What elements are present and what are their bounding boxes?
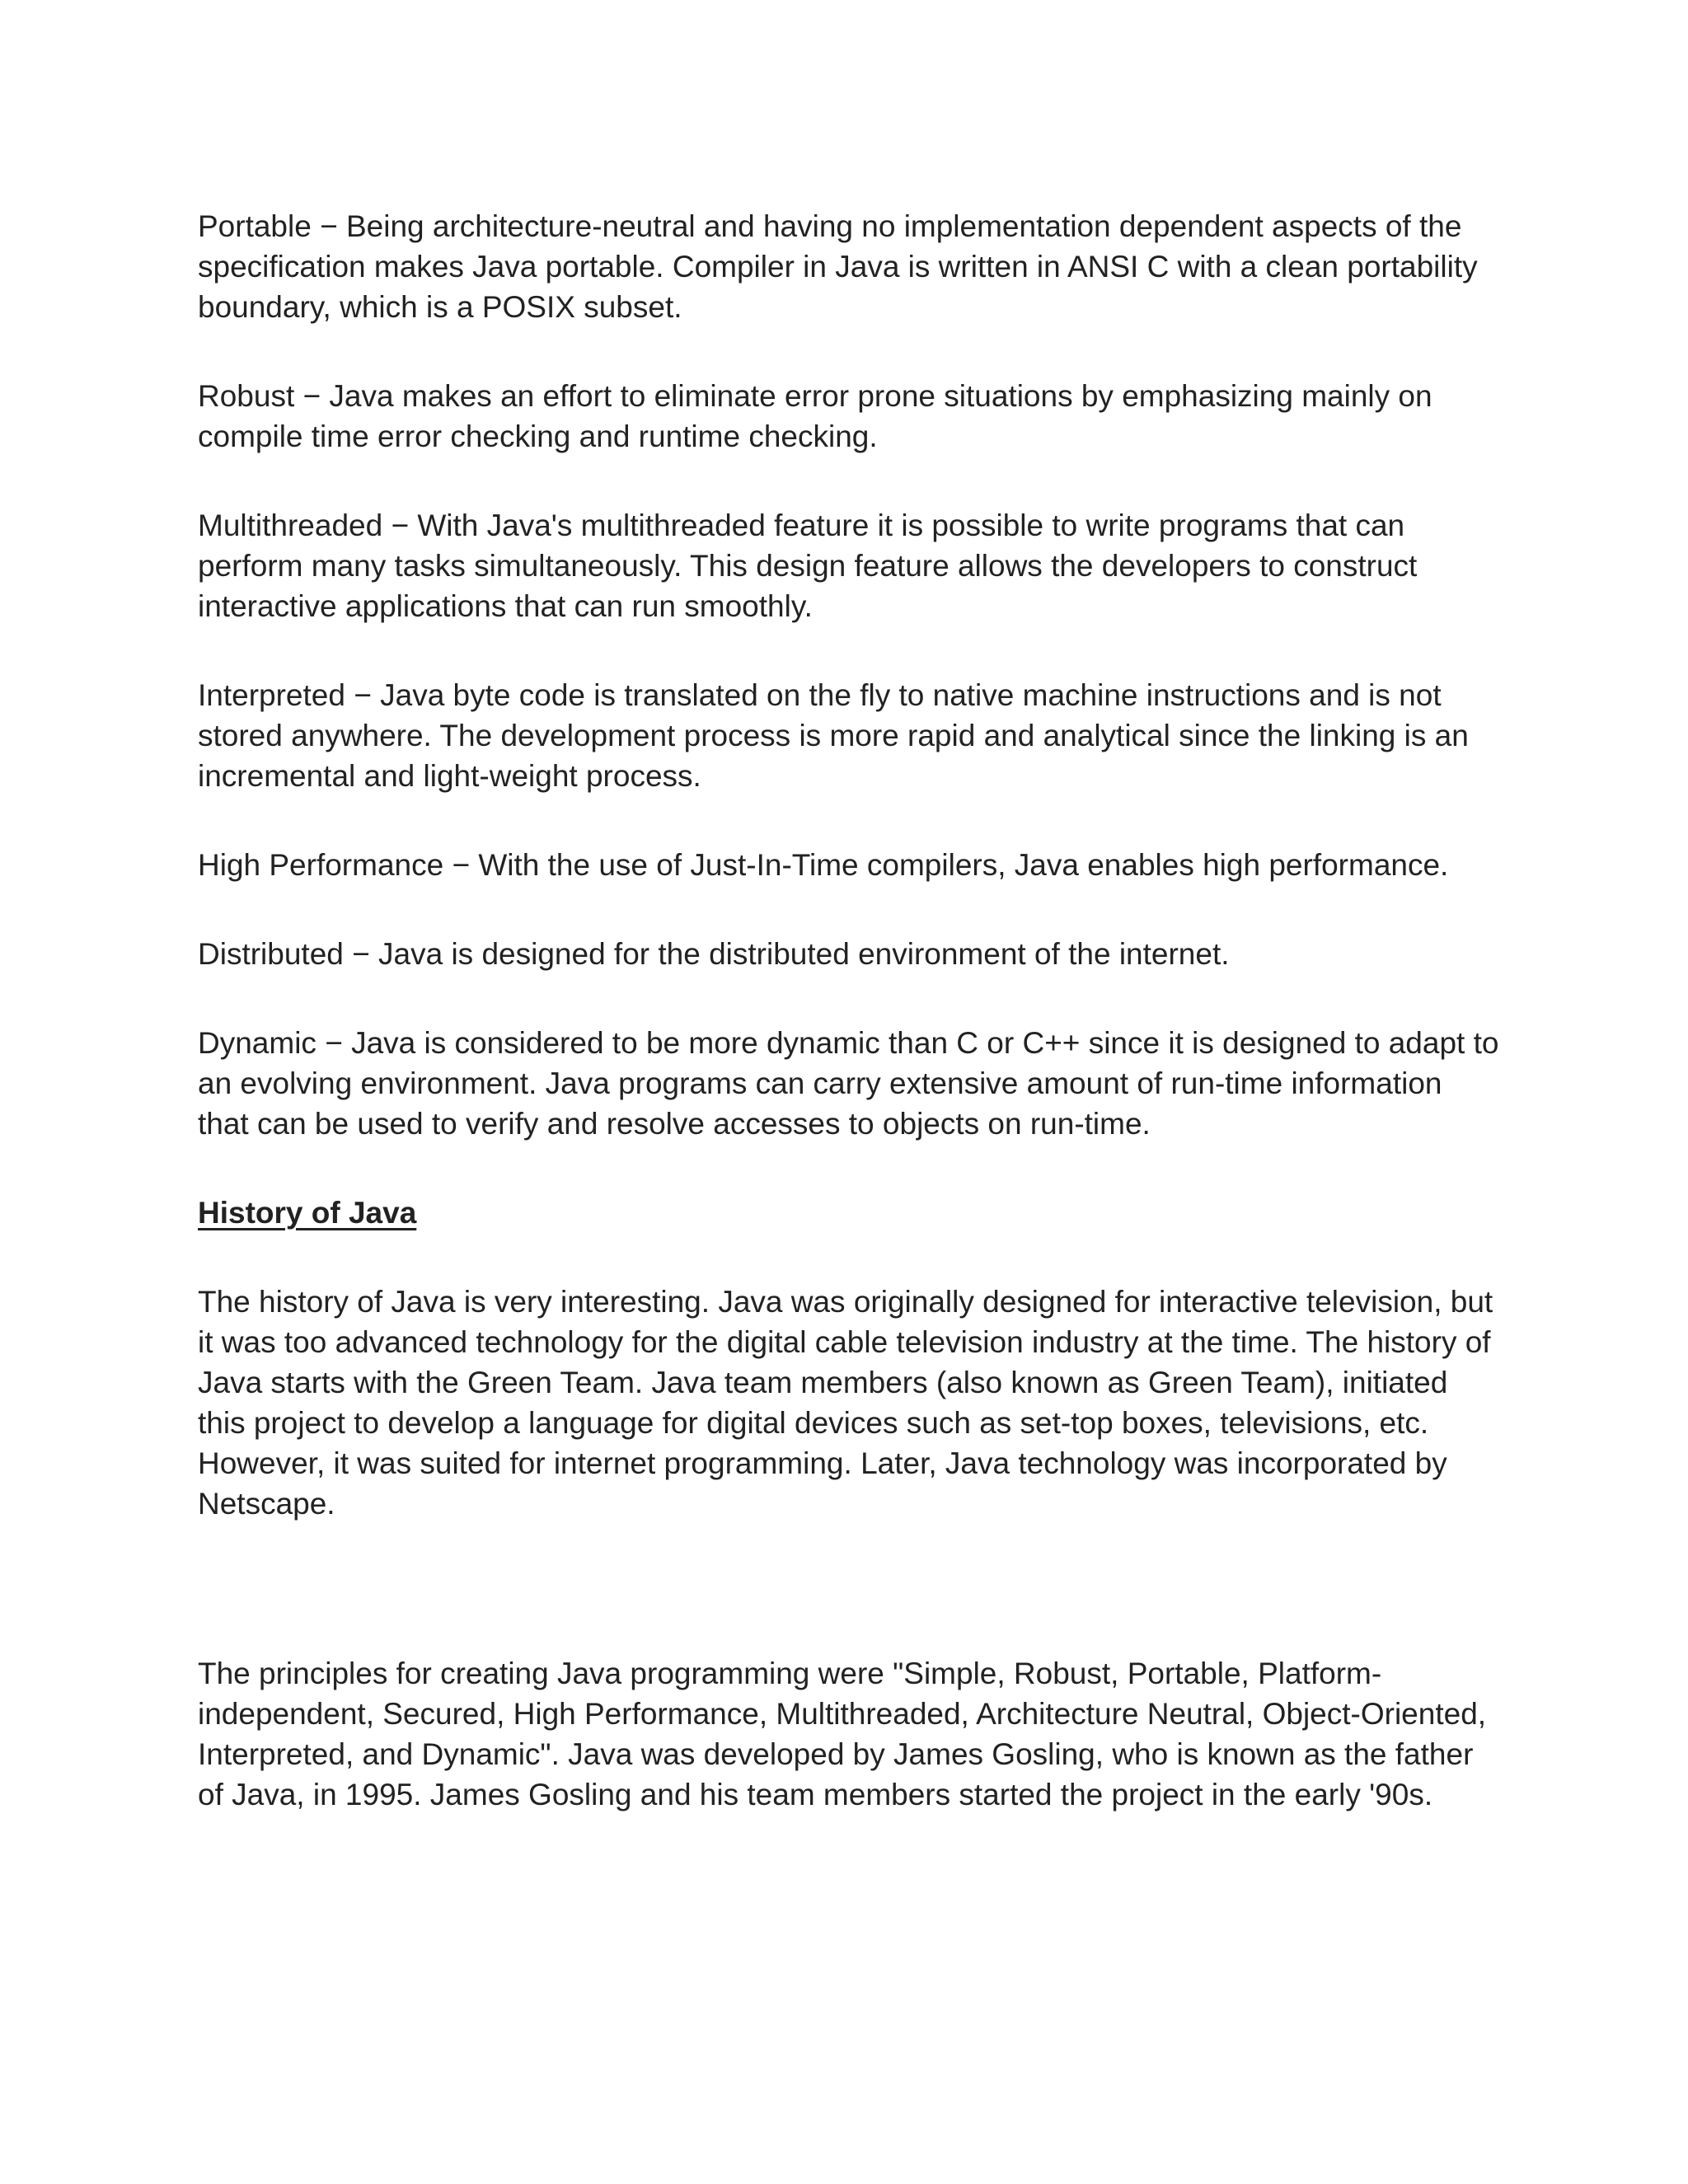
feature-paragraph-portable: Portable − Being architecture-neutral and having no implementation dependent aspects of the specification makes Java portable. Compiler in Java is written in ANSI C with a clean portability boundary, which is a POSIX subset. [198, 209, 1478, 324]
feature-paragraph-distributed: Distributed − Java is designed for the distributed environment of the internet. [198, 937, 1230, 971]
feature-paragraph-robust: Robust − Java makes an effort to eliminate error prone situations by emphasizing mainly on compile time error checking and runtime checking. [198, 379, 1432, 453]
feature-paragraph-multithreaded: Multithreaded − With Java's multithreaded feature it is possible to write programs that can perform many tasks simultaneously. This design feature allows the developers to construct interactive applications that can run smoothly. [198, 509, 1418, 623]
history-heading: History of Java [198, 1196, 417, 1230]
feature-paragraph-dynamic: Dynamic − Java is considered to be more dynamic than C or C++ since it is designed to adapt to an evolving environment. Java programs can carry extensive amount of run-time information that can be used to verify and resolve accesses to objects on run-time. [198, 1026, 1499, 1141]
history-paragraph-origin: The history of Java is very interesting. Java was originally designed for interactive television, but it was too advanced technology for the digital cable television industry at the time. The history of Java starts with the Green Team. Java team members (also known as Green Team), initiated this project to develop a language for digital devices such as set-top boxes, televisions, etc. However, it was suited for internet programming. Later, Java technology was incorporated by Netscape. [198, 1285, 1493, 1521]
document-body [198, 206, 1500, 1863]
history-paragraph-principles: The principles for creating Java programming were "Simple, Robust, Portable, Platform-independent, Secured, High Performance, Multithreaded, Architecture Neutral, Object-Oriented, Interpreted, and Dynamic". Java was developed by James Gosling, who is known as the father of Java, in 1995. James Gosling and his team members started the project in the early '90s. [198, 1657, 1487, 1811]
feature-paragraph-interpreted: Interpreted − Java byte code is translated on the fly to native machine instructions and is not stored anywhere. The development process is more rapid and analytical since the linking is an incremental and light-weight process. [198, 678, 1469, 793]
feature-paragraph-high-performance: High Performance − With the use of Just-In-Time compilers, Java enables high performance. [198, 848, 1449, 882]
